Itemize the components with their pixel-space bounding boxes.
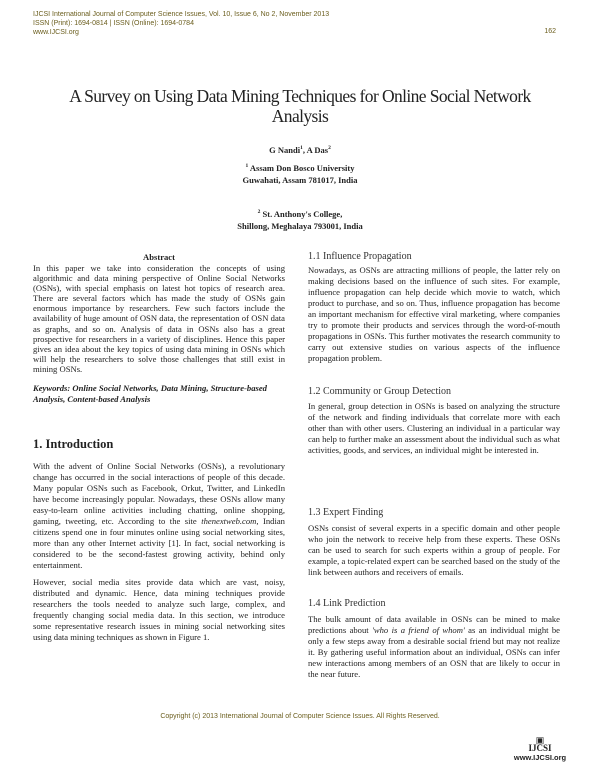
section-1-4-heading: 1.4 Link Prediction (308, 598, 386, 609)
author-2-sup: 2 (328, 145, 331, 151)
issn-line: ISSN (Print): 1694-0814 | ISSN (Online): 1694-0784 (33, 20, 194, 27)
intro-p1-b: , Indian citizens spend one in four minutes online using social networking sites, more than any other Internet activity [1]. In fact, social networking is considered to be the second-fastest growing activity, behind only entertainment. (33, 516, 285, 570)
author-sep: , (302, 144, 307, 155)
author-1: G Nandi (269, 144, 301, 155)
introduction-body (33, 461, 285, 643)
aff-2-sup: 2 (257, 209, 261, 215)
abstract-body (33, 263, 285, 404)
page-number: 162 (544, 28, 556, 35)
journal-header: IJCSI International Journal of Computer Science Issues, Vol. 10, Issue 6, No 2, November 2013 (33, 11, 330, 18)
logo-url[interactable]: www.IJCSI.org (513, 753, 567, 762)
abstract-heading: Abstract (143, 252, 175, 262)
intro-site: thenextweb.com (201, 516, 257, 526)
intro-paragraph-1 (33, 461, 285, 571)
section-1-1-body: Nowadays, as OSNs are attracting millions of people, the latter rely on making decisions based on the influence of such sites. For example, influence propagation can help decide which movie to watch, which product to purchase, and so on. Thus, influence propagation has become an important mechanism for effective viral marketing, where companies try to promote their products and services through the word-of-mouth propagations in OSNs. This further motivates the research community to carry out extensive studies on various aspects of the influence propagation problem. (308, 265, 560, 363)
paper-title: A Survey on Using Data Mining Techniques for Online Social Network Analysis (69, 86, 531, 126)
link-pred-a: The bulk amount of data available in OSNs can be mined to make predictions about (308, 614, 560, 635)
logo-name: IJCSI (528, 743, 552, 753)
section-1-3-body: OSNs consist of several experts in a specific domain and other people who join the network to receive help from these experts. These OSNs can be used to search for such experts within a group of people. For example, a topic-related expert can be searched based on the study of the link between authors and receivers of emails. (308, 523, 560, 577)
intro-paragraph-2: However, social media sites provide data which are vast, noisy, distributed and dynamic. Hence, data mining techniques provide researchers the tools needed to analyze such large, complex, and frequently changing social media data. In this section, we introduce some representative research issues in mining social networking sites using data mining techniques as shown in Figure 1. (33, 577, 285, 642)
affiliation-2 (150, 206, 450, 232)
aff-2-line2: Shillong, Meghalaya 793001, India (237, 220, 363, 231)
author-2: A Das (306, 144, 329, 155)
section-1-2-heading: 1.2 Community or Group Detection (308, 386, 452, 397)
section-1-1-heading: 1.1 Influence Propagation (308, 251, 412, 262)
website-link[interactable]: www.IJCSI.org (33, 29, 79, 36)
affiliation-1 (150, 160, 450, 186)
link-pred-b: as an individual might be only a few steps away from a desirable social friend but may not realize it. By gathering useful information about an individual, OSNs can infer new interactions among members of an OSN that are likely to occur in the near future. (308, 625, 560, 679)
aff-1-line2: Guwahati, Assam 781017, India (242, 174, 358, 185)
logo-mark-icon: ▣ (535, 735, 545, 745)
ijcsi-logo (508, 736, 572, 762)
introduction-heading: 1. Introduction (33, 437, 114, 451)
section-1-2-body: In general, group detection in OSNs is based on analyzing the structure of the network and finding individuals that correlate more with each other than with other users. Clustering an individual in a particular way can help to further make an assessment about the individual such as what activities, goods, and services, an individual might be interested in. (308, 401, 560, 455)
section-1-3-heading: 1.3 Expert Finding (308, 507, 384, 518)
author-1-sup: 1 (300, 145, 303, 151)
link-pred-quote: 'who is a friend of whom' (372, 625, 465, 635)
aff-1-line1: Assam Don Bosco University (248, 162, 355, 173)
intro-p1-a: With the advent of Online Social Networks (OSNs), a revolutionary change has occurred in the social interactions of people of this decade. Many popular OSNs such as Facebook, Orkut, Twitter, and LinkedIn have become increasingly popular. Nowadays, these OSNs allow many easy-to-learn online activities including chatting, online shopping, gaming, tweeting, etc. According to the site (33, 461, 285, 526)
authors (150, 142, 450, 156)
aff-2-line1: St. Anthony's College, (260, 208, 343, 219)
section-1-4-body (308, 614, 560, 680)
copyright-footer: Copyright (c) 2013 International Journal of Computer Science Issues. All Rights Reserved. (160, 713, 440, 720)
abstract-text: In this paper we take into consideration the concepts of using algorithmic and data mining perspective of Online Social Networks (OSNs), with special emphasis on latest hot topics of research area. There are several factors which has made the study of OSNs gain enormous importance by researchers. Few such factors include the availability of huge amount of OSN data, the representation of OSN data as graphs, and so on. Analysis of data in OSNs also has a great prospective for researchers in a variety of disciplines. Hence this paper gives an idea about the key topics of using data mining in OSNs which will help the researchers to solve those challenges that still exist in mining OSNs. (33, 263, 285, 374)
aff-1-sup: 1 (245, 163, 249, 169)
keywords: Keywords: Online Social Networks, Data Mining, Structure-based Analysis, Content-based Analysis (33, 383, 267, 404)
